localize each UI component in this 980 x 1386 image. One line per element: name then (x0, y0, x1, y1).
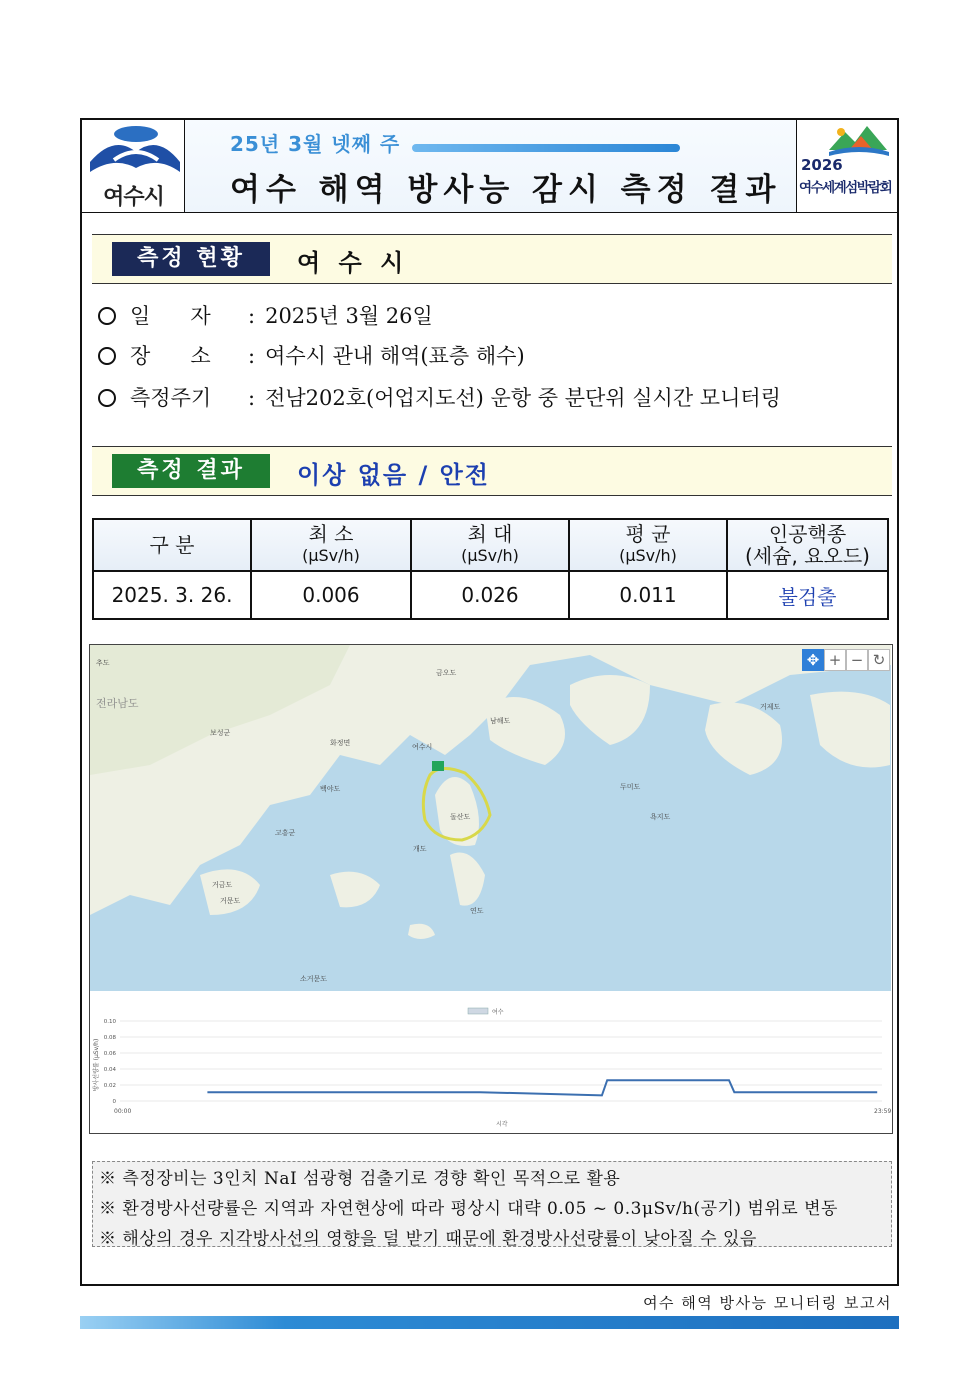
header-min: 최 소 (μSv/h) (251, 519, 411, 571)
y-tick-label: 0.02 (103, 1083, 116, 1089)
report-header (82, 120, 897, 213)
x-axis-label: 시각 (496, 1121, 508, 1128)
note-item: ※ 해상의 경우 지각방사선의 영향을 덜 받기 때문에 환경방사선량률이 낮아질 수 있음 (99, 1229, 757, 1249)
expo-logo (796, 120, 897, 212)
info-date: 일 자 : 2025년 3월 26일 (98, 300, 433, 330)
map-label: 두미도 (620, 783, 641, 791)
city-name: 여수시 (103, 185, 164, 210)
page-title: 여수 해역 방사능 감시 측정 결과 (230, 172, 782, 208)
map-label: 백야도 (320, 785, 341, 793)
map-label: 거금도 (212, 881, 233, 889)
status-section (92, 234, 892, 284)
cell-min: 0.006 (251, 571, 411, 619)
map-controls (802, 649, 890, 671)
map-label: 연도 (470, 907, 484, 915)
y-tick-label: 0.10 (103, 1019, 116, 1025)
x-tick-end: 23:59 (874, 1108, 891, 1115)
map-label: 화정면 (330, 739, 351, 747)
map-label: 거문도 (220, 897, 241, 905)
header-nuclide: 인공핵종 (세슘, 요오드) (727, 519, 888, 571)
dose-rate-chart (90, 995, 891, 1133)
header-category: 구 분 (93, 519, 251, 571)
result-value: 이상 없음 / 안전 (297, 461, 490, 489)
bullet-circle-icon (98, 347, 116, 365)
map-label: 개도 (413, 845, 427, 853)
map-label: 욕지도 (650, 813, 671, 821)
yeosu-emblem-icon (84, 122, 183, 182)
cell-nuclide: 불검출 (727, 571, 888, 619)
expo-mountain-icon (827, 124, 891, 158)
info-value: 전남202호(어업지도선) 운항 중 분단위 실시간 모니터링 (265, 386, 781, 410)
cell-avg: 0.011 (569, 571, 727, 619)
map-chart-panel (89, 644, 893, 1134)
map-label: 여수시 (412, 743, 433, 751)
info-value: 2025년 3월 26일 (265, 304, 433, 328)
map-label: 소거문도 (300, 975, 328, 983)
x-tick-start: 00:00 (114, 1108, 132, 1115)
result-section (92, 446, 892, 496)
info-cycle: 측정주기 : 전남202호(어업지도선) 운항 중 분단위 실시간 모니터링 (98, 382, 781, 412)
map-label: 돌산도 (450, 813, 471, 821)
zoom-out-button[interactable]: − (846, 649, 868, 671)
cell-date: 2025. 3. 26. (93, 571, 251, 619)
cell-max: 0.026 (411, 571, 569, 619)
map-label: 보성군 (210, 729, 231, 737)
bullet-circle-icon (98, 307, 116, 325)
table-header-row (93, 519, 888, 571)
result-tag: 측정 결과 (112, 454, 270, 488)
chart-bg (90, 995, 891, 1133)
map-label: 거제도 (760, 703, 781, 711)
zoom-in-button[interactable]: + (824, 649, 846, 671)
move-icon[interactable]: ✥ (802, 649, 824, 671)
y-tick-label: 0.04 (103, 1067, 116, 1073)
measurement-table (92, 518, 889, 620)
map-label: 금오도 (436, 669, 457, 677)
info-label: 측정주기 (130, 386, 212, 410)
route-map[interactable] (90, 645, 891, 991)
bullet-circle-icon (98, 389, 116, 407)
header-avg: 평 균 (μSv/h) (569, 519, 727, 571)
info-value: 여수시 관내 해역(표층 해수) (265, 344, 525, 368)
footer-bar (80, 1316, 899, 1329)
footer-text: 여수 해역 방사능 모니터링 보고서 (643, 1294, 892, 1312)
report-frame (80, 118, 899, 1286)
status-value: 여 수 시 (297, 249, 409, 277)
reset-icon[interactable]: ↻ (868, 649, 890, 671)
week-label: 25년 3월 넷째 주 (230, 132, 401, 156)
status-tag: 측정 현황 (112, 242, 270, 276)
map-label: 추도 (96, 659, 110, 667)
expo-name: 여수세계섬박람회 (799, 180, 892, 196)
info-label: 일 자 (130, 304, 211, 328)
map-label: 전라남도 (96, 697, 139, 710)
info-location: 장 소 : 여수시 관내 해역(표층 해수) (98, 340, 525, 370)
header-max: 최 대 (μSv/h) (411, 519, 569, 571)
map-label: 남해도 (490, 717, 511, 725)
info-label: 장 소 (130, 344, 211, 368)
y-tick-label: 0.06 (103, 1051, 116, 1057)
y-tick-label: 0.08 (103, 1035, 116, 1041)
note-item: ※ 측정장비는 3인치 NaI 섬광형 검출기로 경향 확인 목적으로 활용 (99, 1169, 621, 1189)
table-row (93, 571, 888, 619)
legend-swatch (468, 1008, 488, 1014)
legend-label: 여수 (492, 1009, 504, 1016)
yeosu-city-logo (82, 120, 185, 212)
notes-box (92, 1161, 892, 1247)
y-tick-label: 0 (112, 1099, 116, 1105)
expo-year: 2026 (801, 156, 843, 174)
note-item: ※ 환경방사선량률은 지역과 자연현상에 따라 평상시 대략 0.05 ~ 0.3μSv/h(공기) 범위로 변동 (99, 1199, 838, 1219)
week-decor-bar (412, 144, 680, 152)
ship-icon (432, 761, 444, 771)
y-axis-label: 방사선량률 (μSv/h) (93, 1038, 100, 1092)
map-label: 고흥군 (275, 829, 296, 837)
